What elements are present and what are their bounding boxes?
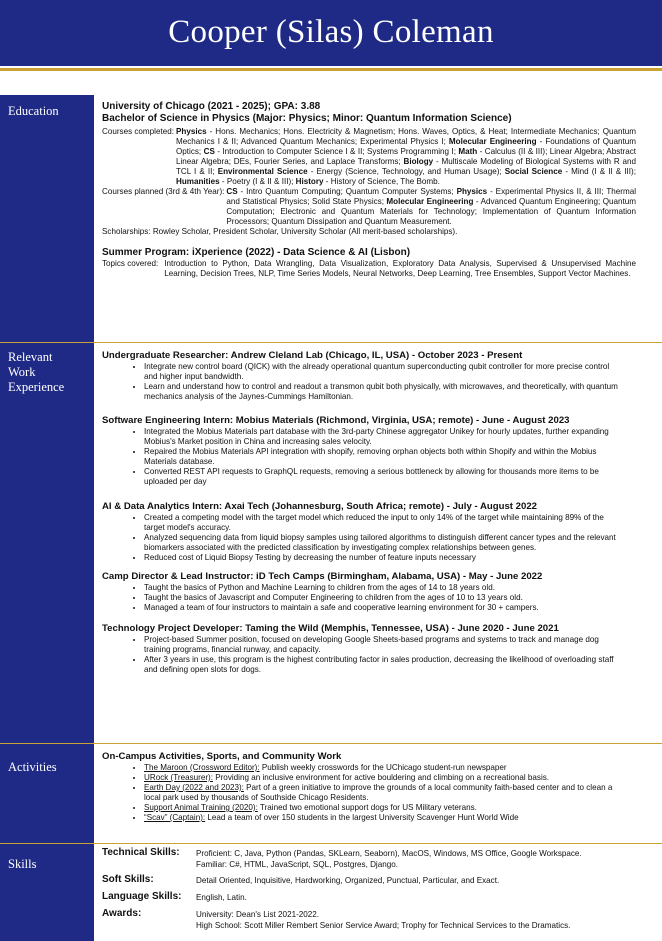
activity-role: URock (Treasurer): [144,773,213,782]
gold-rule [0,68,662,71]
technical-skills-label: Technical Skills: [102,847,180,858]
section-label-skills: Skills [8,857,37,871]
job-bullet: • Created a competing model with the target model which reduced the input to only 14% of the target while maintaining 89% of the target model's accuracy. [144,513,622,533]
section-label-experience: Relevant Work Experience [8,350,65,394]
activity-item [144,803,622,813]
course-list: - Energy (Science, Technology, and Human Usage); [307,167,505,176]
experience-section [102,350,622,675]
job-bullets [102,362,622,402]
course-subject: Social Science [504,167,563,176]
courses-planned-text [226,187,636,227]
section-divider [0,843,662,844]
course-list: - Advanced Quantum Engineering; Quantum Computation; Electronic and Quantum Materials for Technology; Implementation of Quantum Information Processors; Quantum Dissipation and Quantum Measurement. [226,197,636,226]
course-subject: Molecular Engineering [448,137,537,146]
technical-skills-familiar: Familiar: C#, HTML, JavaScript, SQL, Postgres, Django. [196,860,398,869]
job-entry [102,350,622,402]
job-bullet: • Converted REST API requests to GraphQL requests, removing a serious bottleneck by allowing for thousands more items to be uploaded per day [144,467,622,487]
activity-role: The Maroon (Crossword Editor): [144,763,260,772]
job-entry [102,571,622,613]
school-line: University of Chicago (2021 - 2025); GPA: 3.88 [102,101,321,112]
job-bullets [102,513,622,563]
section-label-education: Education [8,104,59,118]
course-subject: Molecular Engineering [386,197,474,206]
job-entry [102,501,622,563]
activity-desc: Lead a team of over 150 students in the largest University Scavenger Hunt World Wide [205,813,519,822]
job-bullet: • Analyzed sequencing data from liquid biopsy samples using tailored algorithms to distinguish different cancer types and the relevant biomarkers associated with the predicted classification by investigating complex relationships between genes. [144,533,622,553]
job-title: Technology Project Developer: Taming the Wild (Memphis, Tennessee, USA) - June 2020 - June 2021 [102,623,559,634]
course-list: - Intro Quantum Computing; Quantum Computer Systems; [237,187,457,196]
job-entry [102,415,622,487]
job-entry [102,623,622,675]
activity-role: Support Animal Training (2020): [144,803,258,812]
activity-desc: Publish weekly crosswords for the UChicago student-run newspaper [259,763,507,772]
awards-university: University: Dean's List 2021-2022. [196,910,320,919]
language-skills-text: English, Latin. [196,893,247,902]
degree-line: Bachelor of Science in Physics (Major: Physics; Minor: Quantum Information Science) [102,113,512,124]
course-subject: History [295,177,324,186]
course-list: - History of Science, The Bomb. [323,177,440,186]
course-list: - Multiscale Modeling of Biological Systems with R and TCL I & II; [175,157,636,176]
course-subject: Physics [175,127,207,136]
course-subject: Biology [403,157,434,166]
topics-text: Introduction to Python, Data Wrangling, Data Visualization, Exploratory Data Analysis, Supervised & Unsupervised Machine Learning, Decision Trees, NLP, Time Series Models, Neural Networks, Deep Learning, Tree Ensembles, Support Vector Machines. [164,259,636,278]
activities-section [102,751,622,823]
name-banner [0,0,662,66]
job-bullet: • Learn and understand how to control and readout a transmon qubit both physically, with microwaves, and theoretically, with quantum mechanics analysis of the Jaynes-Cummings Hamiltonian. [144,382,622,402]
job-bullet: • Taught the basics of Python and Machine Learning to children from the ages of 14 to 18 years old. [144,583,622,593]
courses-planned-label: Courses planned (3rd & 4th Year): [102,187,225,196]
awards-label: Awards: [102,908,142,919]
course-list: - Poetry (I & II & III); [219,177,296,186]
course-subject: CS [203,147,215,156]
activity-role: Earth Day (2022 and 2023): [144,783,244,792]
course-list: - Hons. Mechanics; Hons. Electricity & Magnetism; Hons. Waves, Optics, & Heat; Intermediate Mechanics; Quantum Mechanics I & II; Advanced Quantum Mechanics; Experimental Physics I; [175,127,636,146]
course-list: - Experimental Physics II, & III; Thermal and Statistical Physics; Solid State Physics; [226,187,636,206]
section-divider [0,743,662,744]
course-subject: Physics [456,187,488,196]
activity-list [102,763,622,823]
job-bullet: • Repaired the Mobius Materials API integration with shopify, removing orphan objects both within Shopify and within the Mobius Materials database. [144,447,622,467]
section-label-activities: Activities [8,760,57,774]
job-title: AI & Data Analytics Intern: Axai Tech (Johannesburg, South Africa; remote) - July - August 2022 [102,501,537,512]
activity-desc: Part of a green initiative to improve the grounds of a local community faith-based center and to clean a local park used by thousands of Southside Chicago Residents. [144,783,613,802]
course-list: - Foundations of Quantum Optics; [175,137,636,156]
job-bullets [102,583,622,613]
activity-desc: Providing an inclusive environment for active bouldering and climbing on a recreational basis. [212,773,550,782]
job-title: Software Engineering Intern: Mobius Materials (Richmond, Virginia, USA; remote) - June - August 2023 [102,415,570,426]
activity-item [144,763,622,773]
job-title: Undergraduate Researcher: Andrew Cleland Lab (Chicago, IL, USA) - October 2023 - Present [102,350,523,361]
activity-desc: Trained two emotional support dogs for US Military veterans. [257,803,477,812]
education-section [102,101,636,279]
job-bullet: • Integrate new control board (QICK) with the already operational quantum superconducting qubit controller for more precise control and higher input bandwidth. [144,362,622,382]
activity-item [144,813,622,823]
candidate-name: Cooper (Silas) Coleman [168,14,494,50]
courses-completed [102,127,636,187]
course-subject: CS [226,187,238,196]
topics-covered [102,259,636,279]
course-subject: Environmental Science [217,167,308,176]
section-sidebar [0,95,94,941]
job-bullet: • Managed a team of four instructors to maintain a safe and cooperative learning environment for 30 + campers. [144,603,622,613]
topics-label: Topics covered: [102,259,159,268]
job-bullet: • Integrated the Mobius Materials part database with the 3rd-party Chinese aggregator Unikey for hourly updates, further expanding Mobius's Market position in China and increasing sales velocity. [144,427,622,447]
summer-program-title: Summer Program: iXperience (2022) - Data Science & AI (Lisbon) [102,247,411,258]
section-divider [0,342,662,343]
activity-item [144,783,622,803]
course-list: - Calculus (II & III); Linear Algebra; Abstract Linear Algebra; DEs, Fourier Series, and Laplace Transforms; [175,147,636,166]
activity-item [144,773,622,783]
language-skills-label: Language Skills: [102,891,182,902]
course-list: - Introduction to Computer Science I & II; Systems Programming I; [214,147,459,156]
activities-title: On-Campus Activities, Sports, and Community Work [102,751,342,762]
job-bullets [102,427,622,487]
job-bullet: • Project-based Summer position, focused on developing Google Sheets-based programs and systems to track and manage dog training programs, financial runway, and capacity. [144,635,622,655]
technical-skills-proficient: Proficient: C, Java, Python (Pandas, SKLearn, Seaborn), MacOS, Windows, MS Office, Google Workspace. [196,849,582,858]
job-bullet: • Reduced cost of Liquid Biopsy Testing by decreasing the number of feature inputs necessary [144,553,622,563]
job-bullets [102,635,622,675]
courses-completed-text [176,127,636,187]
job-bullet: • After 3 years in use, this program is the highest contributing factor in sales production, decreasing the likelihood of overloading staff and defining open slots for dogs. [144,655,622,675]
job-title: Camp Director & Lead Instructor: iD Tech Camps (Birmingham, Alabama, USA) - May - June 2022 [102,571,543,582]
courses-completed-label: Courses completed: [102,127,174,136]
course-subject: Humanities [175,177,220,186]
course-subject: Math [458,147,478,156]
awards-high-school: High School: Scott Miller Rembert Senior Service Award; Trophy for Technical Services to the Dramatics. [196,921,571,930]
soft-skills-label: Soft Skills: [102,874,154,885]
job-bullet: • Taught the basics of Javascript and Computer Engineering to children from the ages of 10 to 13 years old. [144,593,622,603]
soft-skills-text: Detail Oriented, Inquisitive, Hardworking, Organized, Punctual, Particular, and Exact. [196,876,500,885]
scholarships-line: Scholarships: Rowley Scholar, President Scholar, University Scholar (All merit-based scholarships). [102,227,458,236]
courses-planned [102,187,636,227]
activity-role: “Scav” (Captain): [144,813,206,822]
course-list: - Mind (I & II & III); [562,167,636,176]
